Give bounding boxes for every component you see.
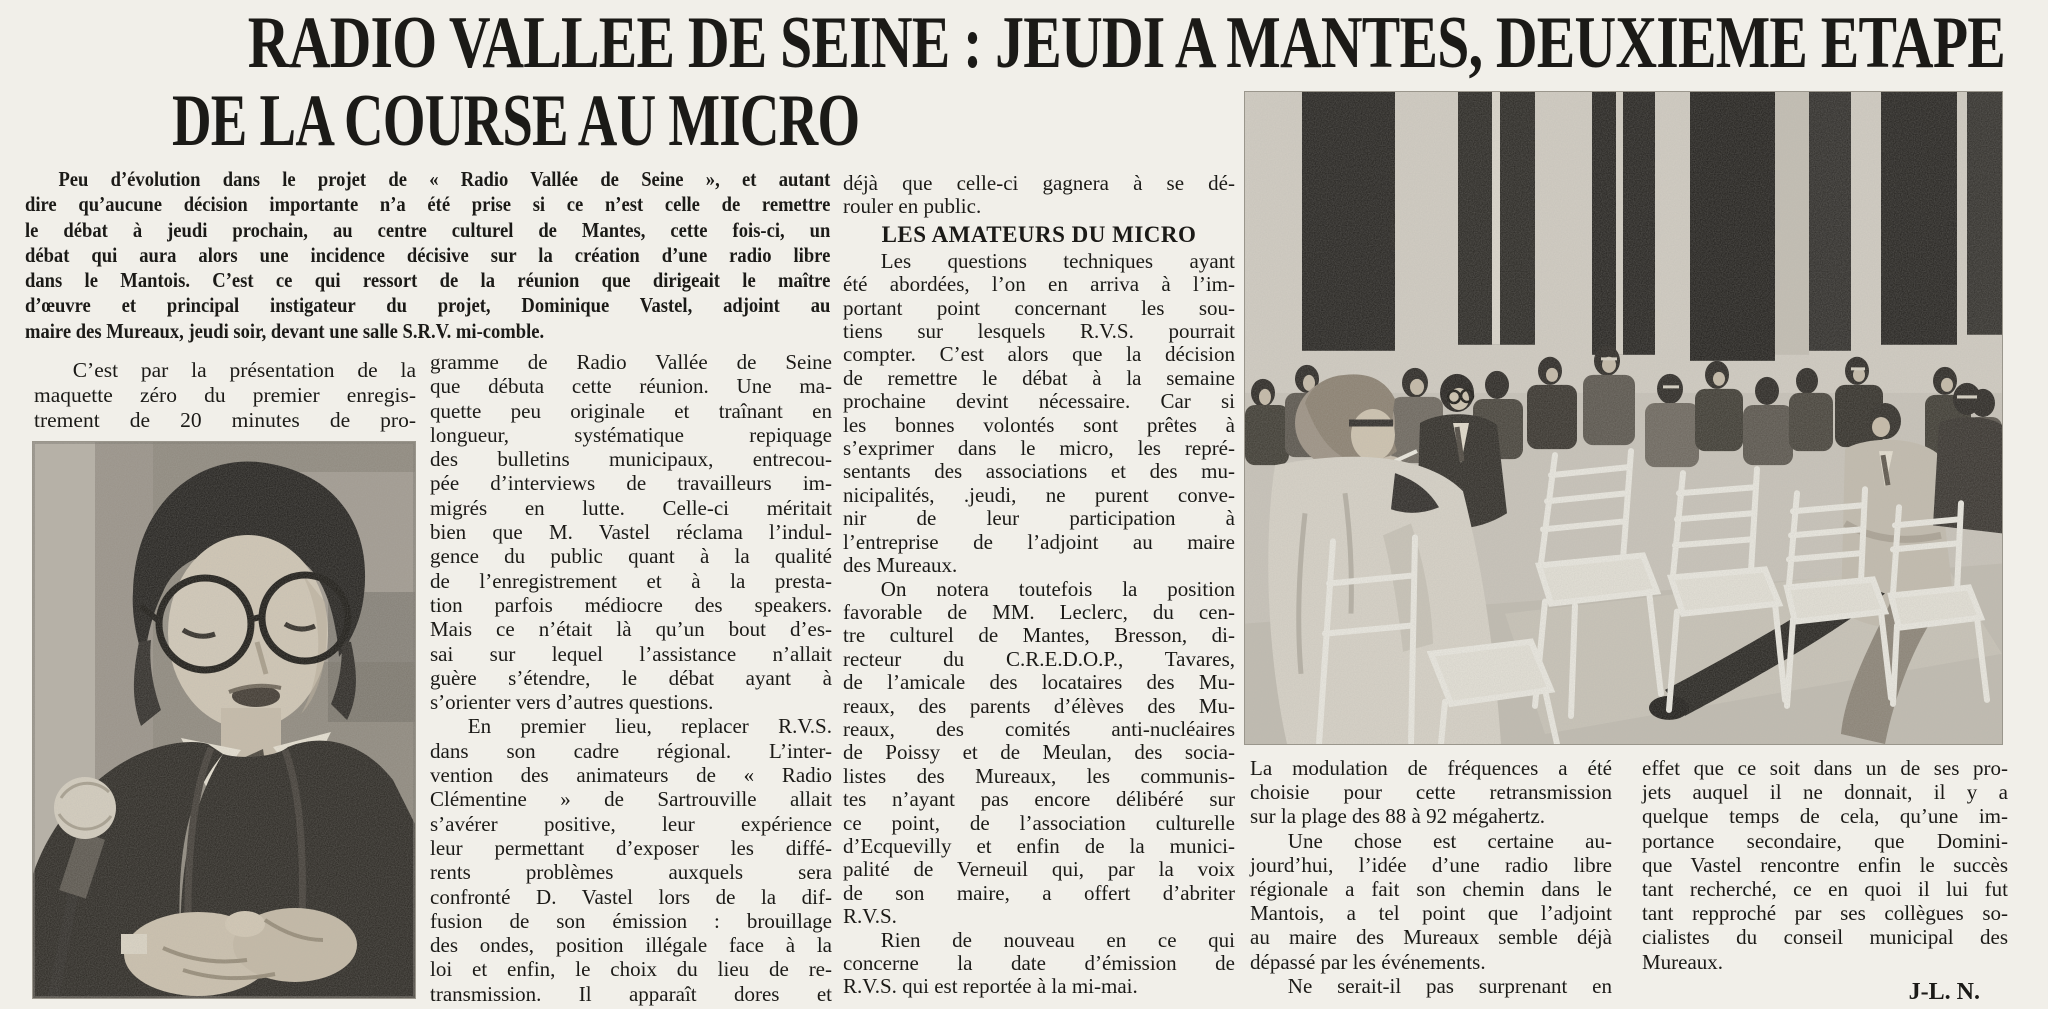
text-line: fusion de son émission : brouillage [430, 908, 832, 933]
text-line: Rien de nouveau en ce qui [880, 927, 1235, 952]
text-line: les bonnes volontés sont prêtes à [843, 412, 1235, 437]
text-line: effet que ce soit dans un de ses pro- [1642, 756, 2008, 780]
speaker-portrait-illustration [33, 442, 415, 998]
text-line: s’exprimer dans le micro, les repré- [843, 436, 1235, 461]
audience-photo [1245, 92, 2002, 744]
text-line: tre culturel de Mantes, Bresson, di- [843, 623, 1235, 648]
text-line: l’entreprise de l’adjoint au maire [843, 529, 1235, 554]
text-line: des bulletins municipaux, entrecou- [430, 447, 832, 472]
text-line: s’orienter vers d’autres questions. [430, 690, 714, 715]
text-line: pée d’interviews de travailleurs im- [430, 471, 832, 496]
text-line: R.V.S. [843, 904, 897, 929]
text-line: transmission. Il apparaît dores et [430, 981, 832, 1006]
text-line: cialistes du conseil municipal des [1642, 925, 2008, 950]
column-4 [1250, 756, 1612, 998]
text-line: leur permettant d’exposer les diffé- [430, 835, 832, 860]
text-line: listes des Mureaux, les communis- [843, 763, 1235, 788]
column-2 [430, 350, 832, 1006]
text-line: d’œuvre et principal instigateur du projet, Dominique Vastel, adjoint au [25, 293, 831, 318]
text-line: des ondes, position illégale face à la [430, 933, 832, 958]
text-line: de remettre le débat à la semaine [843, 365, 1235, 390]
text-line: s’avérer positive, leur expérience [430, 811, 832, 836]
text-line: compter. C’est alors que la décision [843, 342, 1235, 367]
text-line: régionale a fait son chemin dans le [1250, 877, 1612, 902]
text-line: On notera toutefois la position [880, 576, 1235, 601]
text-line: jets auquel il ne donnait, il y a [1642, 780, 2008, 805]
text-line: que débuta cette réunion. Une ma- [430, 374, 832, 399]
author-signature: J-L. N. [1908, 978, 1980, 1005]
text-line: Clémentine » de Sartrouville allait [430, 787, 832, 812]
text-line: reaux, des parents d’élèves des Mu- [843, 693, 1235, 718]
text-line: jourd’hui, l’idée d’une radio libre [1250, 852, 1612, 877]
text-line: Mantois, a tel point que l’adjoint [1250, 901, 1612, 926]
text-line: Une chose est certaine au- [1287, 828, 1612, 853]
text-line: tion parfois médiocre des speakers. [430, 592, 832, 617]
text-line: trement de 20 minutes de pro- [34, 408, 416, 432]
text-line: guère s’étendre, le débat ayant à [430, 665, 832, 690]
text-line: La modulation de fréquences a été [1250, 756, 1612, 780]
text-line: de son maire, a offert d’abriter [843, 880, 1235, 905]
text-line: portant point concernant les sou- [843, 295, 1235, 320]
lead-paragraph [25, 167, 830, 344]
text-line: déjà que celle-ci gagnera à se dé- [843, 171, 1235, 195]
audience-illustration [1245, 92, 2002, 744]
text-line: débat qui aura alors une incidence décisive sur la création d’une radio libre [25, 242, 831, 267]
column-3 [843, 172, 1235, 999]
text-line: gramme de Radio Vallée de Seine [430, 350, 832, 374]
text-line: choisie pour cette retransmission [1250, 780, 1612, 805]
text-line: nir de leur participation à [843, 506, 1235, 531]
text-line: de l’enregistrement et à la presta- [430, 568, 832, 593]
text-line: loi et enfin, le choix du lieu de re- [430, 957, 832, 982]
text-line: dépassé par les événements. [1250, 949, 1486, 974]
text-line: tant recherché, ce en quoi il lui fut [1642, 877, 2008, 902]
text-line: que Vastel rencontre enfin le succès [1642, 852, 2008, 877]
text-line: d’Ecquevilly et enfin de la munici- [843, 833, 1235, 858]
text-line: Ne serait-il pas surprenant en [1287, 973, 1612, 998]
text-line: reaux, des comités anti-nucléaires [843, 716, 1235, 741]
text-line: tes n’ayant pas encore délibéré sur [843, 787, 1235, 812]
speaker-portrait-photo [33, 442, 415, 998]
text-line: Les questions techniques ayant [880, 248, 1235, 273]
text-line: longueur, systématique repiquage [430, 422, 832, 447]
text-line: de Poissy et de Meulan, des socia- [843, 740, 1235, 765]
text-line: rouler en public. [843, 194, 982, 219]
text-line: En premier lieu, replacer R.V.S. [467, 714, 832, 739]
text-line: au maire des Mureaux semble déjà [1250, 925, 1612, 950]
text-line: gence du public quant à la qualité [430, 544, 832, 569]
text-line: Peu d’évolution dans le projet de « Radio Vallée de Seine », et autant [58, 167, 831, 191]
text-line: portance secondaire, que Domini- [1642, 828, 2008, 853]
text-line: Mureaux. [1642, 949, 1724, 974]
text-line: sai sur lequel l’assistance n’allait [430, 641, 832, 666]
text-line: dans le Mantois. C’est ce qui ressort de la réunion que dirigeait le maître [25, 268, 831, 293]
text-line: dans son cadre régional. L’inter- [430, 738, 832, 763]
text-line: bien que M. Vastel réclama l’indul- [430, 520, 832, 545]
text-line: quette peu originale et traînant en [430, 398, 832, 423]
text-line: concerne la date d’émission de [843, 951, 1235, 975]
text-line: R.V.S. qui est reportée à la mi-mai. [843, 974, 1138, 999]
text-line: quelque temps de cela, qu’une im- [1642, 804, 2008, 829]
headline-line2: DE LA COURSE AU MICRO [172, 80, 860, 162]
text-line: le débat à jeudi prochain, au centre culturel de Mantes, cette fois-ci, un [25, 217, 831, 242]
text-line: maquette zéro du premier enregis- [34, 383, 416, 407]
text-line: des Mureaux. [843, 553, 958, 578]
section-subhead: LES AMATEURS DU MICRO [881, 221, 1197, 247]
column-3-top [843, 172, 1235, 219]
text-line: favorable de MM. Leclerc, du cen- [843, 599, 1235, 624]
text-line: C’est par la présentation de la [72, 358, 416, 382]
text-line: prochaine devint nécessaire. Car si [843, 389, 1235, 414]
text-line: palité de Verneuil qui, par la voix [843, 857, 1235, 882]
text-line: sentants des associations et des mu- [843, 459, 1235, 484]
text-line: sur la plage des 88 à 92 mégahertz. [1250, 804, 1546, 829]
text-line: été abordées, l’on en arriva à l’im- [843, 272, 1235, 297]
headline-line1: RADIO VALLEE DE SEINE : JEUDI A MANTES, DEUXIEME ETAPE [247, 2, 2006, 84]
text-line: ce point, de l’association culturelle [843, 810, 1235, 835]
text-line: rents problèmes auxquels sera [430, 860, 832, 885]
text-line: de l’amicale des locataires des Mu- [843, 670, 1235, 695]
text-line: migrés en lutte. Celle-ci méritait [430, 495, 832, 520]
text-line: dire qu’aucune décision importante n’a été prise si ce n’est celle de remettre [25, 192, 831, 217]
text-line: Mais ce n’était là qu’un bout d’es- [430, 617, 832, 642]
text-line: vention des animateurs de « Radio [430, 763, 832, 788]
column-1 [34, 358, 416, 433]
column-3-rest [843, 250, 1235, 999]
text-line: confronté D. Vastel lors de la dif- [430, 884, 832, 909]
text-line: tiens sur lesquels R.V.S. pourrait [843, 319, 1235, 344]
text-line: nicipalités, .jeudi, ne purent conve- [843, 482, 1235, 507]
column-5-text [1642, 756, 2008, 974]
text-line: maire des Mureaux, jeudi soir, devant une salle S.R.V. mi-comble. [25, 318, 545, 343]
text-line: recteur du C.R.E.D.O.P., Tavares, [843, 646, 1235, 671]
column-5 [1642, 756, 2008, 1004]
text-line: tant repproché par ses collègues so- [1642, 901, 2008, 926]
